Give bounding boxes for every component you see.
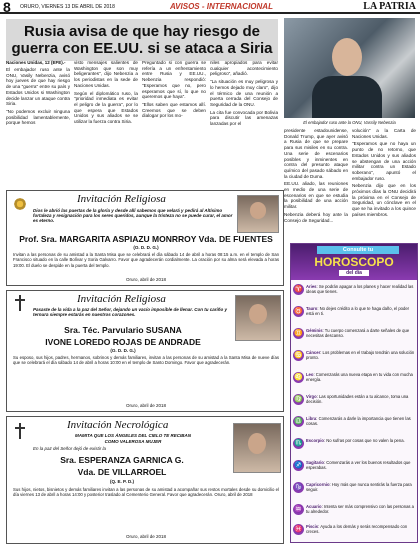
deceased-name-line-1: Sra. Téc. Parvulario SUSANA (64, 325, 182, 335)
notice-religiosa-1 (6, 190, 284, 286)
article-column-3 (142, 60, 206, 187)
deceased-name-line-2: Vda. DE VILLARROEL (77, 467, 167, 477)
notice-signature: Oruro, abril de 2018 (125, 403, 167, 408)
sign-escorpio: ♏ Escorpio: No sufras por cosas que no valen la pena. (294, 438, 405, 447)
notice-epigraph-2: COMO VALEROSA MUJER (104, 439, 162, 444)
notice-signature: Oruro, abril de 2018 (125, 277, 167, 282)
notice-signature: Oruro, abril de 2018 (125, 534, 167, 539)
article-column-5 (284, 128, 348, 240)
horoscope-consulte-label: Consulte tu (317, 246, 399, 254)
horoscope-del-label: del día (339, 270, 369, 276)
notice-title: Invitación Religiosa (77, 193, 166, 205)
sign-leo: ♌ Leo: Comenzarás una nueva etapa en tu vida con mucha energía. (294, 372, 413, 382)
horoscope-title: HOROSCOPO (314, 255, 394, 269)
header-date: ORURO, VIERNES 13 DE ABRIL DE 2018 (20, 4, 115, 10)
deceased-name-line-1: Sra. ESPERANZA GARNICA G. (60, 455, 184, 465)
article-paragraph: "Esperamos que no haya un punto de no retorno, que Estados Unidos y sus aliados se abstengan de una acción militar contra un Estado soberano", apuntó el embajador ruso. (352, 141, 416, 181)
libra-icon: ♎ (294, 418, 303, 425)
article-paragraph: "No podemos excluir ninguna posibilidad lamentablemente, porque hemos (6, 108, 70, 126)
article-paragraph: El embajador ruso ante la ONU, Vasily Nebenzia, avisó hoy jueves de que hay riesgo de una "guerra" entre su país y Estados Unidos si Washington decide lanzar un ataque contra Siria. (6, 67, 70, 107)
notice-epigraph: Dios le abrió las puertas de la gloria y desde allí sabemos que velará y pedirá al Altísimo fortaleza y resignación para los seres queridos, aunque la tristeza no se puede curar, el amor es eterno. (33, 208, 233, 223)
article-photo (284, 18, 415, 118)
sign-piscis: ♓ Piscis: Ayuda a los demás y serás recompensado con creces. (294, 524, 408, 534)
sign-geminis: ♊ Géminis: Tu cuerpo comenzará a darte señales de que necesitas descanso. (294, 328, 410, 338)
flower-icon (11, 195, 29, 213)
article-headline: Rusia avisa de que hay riesgo de guerra con EE.UU. si se ataca a Siria (6, 19, 278, 61)
article-dateline: Naciones Unidas, 12 (EFE).- (6, 60, 66, 65)
article-column-1 (6, 67, 70, 187)
notice-necrologica (6, 416, 284, 544)
notice-intro: En la paz del Señor dejó de existir la (33, 446, 107, 451)
article-paragraph: Preguntado si con guerra se refería a un enfrentamiento entre Rusia y EE.UU., Nebenzia respondió: "Esperamos que no, pero esperamos que sí, lo que no queremos que haya". (142, 60, 206, 100)
leo-icon: ♌ (294, 374, 303, 381)
section-title: AVISOS - INTERNACIONAL (170, 2, 273, 11)
sagittarius-icon: ♐ (294, 462, 303, 469)
article-paragraph: visto mensajes salientes de Washington que son muy beligerantes", dijo Nebenzia a los periodistas en la sede de Naciones Unidas. (74, 60, 138, 88)
photo-figure-face (332, 38, 362, 76)
capricorn-icon: ♑ (294, 484, 303, 491)
gemini-icon: ♊ (294, 330, 303, 337)
page-number: 8 (3, 0, 11, 15)
newspaper-brand: LA PATRIA (363, 1, 416, 12)
article-column-2 (74, 60, 138, 187)
aries-icon: ♈ (294, 286, 303, 293)
deceased-portrait (233, 423, 281, 473)
article-paragraph: EE.UU. aliado, las reuniones en medio de una serie de escenarios en que se estudia la posibilidad de una acción militar. (284, 181, 348, 210)
pisces-icon: ♓ (294, 526, 303, 533)
notice-qepd: (Q. E. P. D.) (110, 479, 134, 484)
horoscope-panel (290, 243, 418, 543)
taurus-icon: ♉ (294, 308, 303, 315)
sign-sagitario: ♐ Sagitario: Comenzarás a ver los buenos resultados que esperabas. (294, 460, 411, 470)
cancer-icon: ♋ (294, 352, 303, 359)
horoscope-header (291, 244, 417, 280)
sign-aries: ♈ Aries: Se podrán apagar a los planes y hacer realidad las ideas que tienes. (294, 284, 414, 294)
sign-tauro: ♉ Tauro: No dejes crédito a lo que te haga daño, el poder está en ti. (294, 306, 410, 316)
cross-icon (15, 423, 25, 439)
deceased-name-line-2: IVONE LOREDO ROJAS DE ANDRADE (45, 337, 201, 347)
article-paragraph: niles apropiados para evitar cualquier acontecimiento peligroso", añadió. (210, 60, 278, 77)
notice-title: Invitación Religiosa (77, 293, 166, 305)
deceased-portrait (237, 195, 279, 233)
scorpio-icon: ♏ (294, 440, 303, 447)
deceased-name: Prof. Sra. MARGARITA ASPIAZU MONRROY Vda. DE FUENTES (19, 234, 273, 244)
virgo-icon: ♍ (294, 396, 303, 403)
article-paragraph: volución" a la Carta de Naciones Unidas. (352, 128, 416, 139)
sign-cancer: ♋ Cáncer: Los problemas en el trabajo tendrán una solución pronto. (294, 350, 415, 360)
notice-title: Invitación Necrológica (67, 419, 169, 431)
article-paragraph: presidente estadounidense, Donald Trump, que ayer avisó a Rusia de que se prepare para sus misiles en su contra. Una serie de escenarios posibles y inminentes en contra del presunto ataque químico del pasado sábado en la ciudad de Duma. (284, 128, 348, 179)
photo-caption: El embajador ruso ante la ONU, Vassily Nebenzia (303, 120, 396, 125)
article-column-6 (352, 128, 416, 240)
article-paragraph: "La situación es muy peligrosa y lo hemos dejado muy claro", dijo el térmico de una reunión a puerta cerrada del Consejo de Seguridad de la ONU. (210, 79, 278, 107)
article-column-4 (210, 60, 278, 187)
article-paragraph: Según el diplomático ruso, la "prioridad inmediata es evitar el peligro de la guerra", por lo que espera que Estados Unidos y sus aliados se se utilizar la fuerza contra Siria. (74, 90, 138, 125)
notice-epigraph: Pasaste de la vida a la paz del Señor, dejando un vacío imposible de llenar. Con tu cariño y ternura siempre estarás en nuestros corazones. (33, 307, 228, 317)
sign-acuario: ♒ Acuario: Intenta ser más comprensivo con las personas a tu alrededor. (294, 504, 414, 514)
notice-body: Sus hijos, nietos, bisnietos y demás familiares invitan a las personas de su amistad a acompañar sus restos mortales desde su domicilio el día viernes 13 de abril a horas 14:00 y posterior traslado al Cementerio General. Favor que agradecerán. Oruro, abril de 2018 (13, 487, 279, 498)
aquarius-icon: ♒ (294, 506, 303, 513)
article-paragraph: Nebenzia deberá hoy ante la Consejo de Seguridad... (284, 211, 348, 223)
notice-epigraph-1: MAMITA QUE LOS ÁNGELES DEL CIELO TE RECIBAN (75, 433, 191, 438)
notice-odg: (O. D. D. G.) (110, 348, 136, 353)
article-paragraph: Nebenzia dijo que en los próximos días la ONU decidirá la próxima en el Consejo de Seguridad, un cónclave en el que se ha invitado a los quince países miembros. (352, 183, 416, 217)
page-header (0, 0, 420, 14)
notice-body: Invitan a las personas de su amistad a la Santa Misa que se celebrará el día sábado 14 de abril a horas 08:15 a.m. en el templo de San Francisco situado en la calle Bolívar y Soria Galvarro. Favor que agradecerán cordialmente. La oración por su alma será elevada a horas 19:00. El duelo se despide en la puerta del templo. (13, 252, 279, 268)
cross-icon (15, 295, 25, 311)
notice-religiosa-2 (6, 290, 284, 412)
photo-figure-suit (312, 76, 382, 118)
deceased-portrait (235, 295, 281, 341)
sign-libra: ♎ Libra: Comenzarás a darle la importancia que tienen las cosas. (294, 416, 411, 426)
sign-virgo: ♍ Virgo: Las oportunidades están a tu alcance, toma una decisión. (294, 394, 409, 404)
article-paragraph: La cita fue convocada por Bolivia para discutir las amenazas lanzadas por el (210, 109, 278, 127)
sign-capricornio: ♑ Capricornio: Hoy más que nunca sentirás la fuerza para seguir. (294, 482, 412, 492)
article-paragraph: "Ellos saben que estamos allí. Creemos que se deben dialogar por los mo- (142, 101, 206, 119)
notice-body: Su esposo, sus hijos, padres, hermanos, sobrinos y demás familiares, invitan a las personas de su amistad a la Santa Misa de nueve días que se celebrará el día sábado 14 de abril a horas 10:00 en el templo de Santo Domingo. Favor que agradecerán. (13, 355, 279, 366)
notice-odg: (O. D. D. G.) (133, 245, 159, 250)
